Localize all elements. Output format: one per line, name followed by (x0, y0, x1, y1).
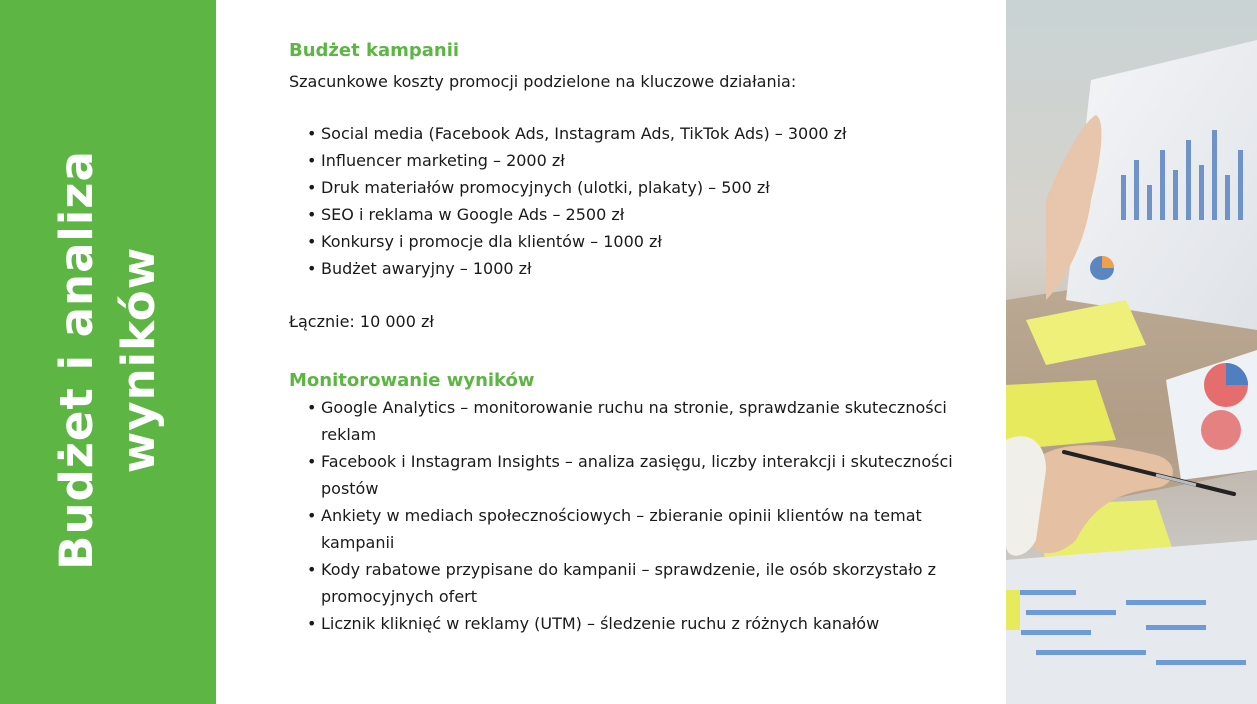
budget-list (289, 120, 989, 282)
slide-title-line-2: wyników (112, 246, 165, 474)
budget-item-reserve: • Budżet awaryjny – 1000 zł (289, 255, 989, 282)
budget-item-influencer: • Influencer marketing – 2000 zł (289, 147, 989, 174)
budget-item-print: • Druk materiałów promocyjnych (ulotki, plakaty) – 500 zł (289, 174, 989, 201)
budget-heading: Budżet kampanii (289, 40, 460, 61)
budget-item-seo: • SEO i reklama w Google Ads – 2500 zł (289, 201, 989, 228)
monitoring-item-analytics: • Google Analytics – monitorowanie ruchu na stronie, sprawdzanie skuteczności reklam (289, 394, 989, 448)
monitoring-item-discount-codes: • Kody rabatowe przypisane do kampanii – sprawdzenie, ile osób skorzystało z promocyjnych ofert (289, 556, 989, 610)
slide-title (46, 150, 170, 570)
monitoring-list (289, 394, 989, 637)
budget-total: Łącznie: 10 000 zł (289, 312, 434, 331)
slide-title-line-1: Budżet i analiza (50, 150, 103, 570)
budget-item-contests: • Konkursy i promocje dla klientów – 1000 zł (289, 228, 989, 255)
analytics-photo (1006, 0, 1257, 704)
budget-intro: Szacunkowe koszty promocji podzielone na kluczowe działania: (289, 72, 797, 91)
monitoring-item-utm: • Licznik kliknięć w reklamy (UTM) – śledzenie ruchu z różnych kanałów (289, 610, 989, 637)
budget-item-social-media: • Social media (Facebook Ads, Instagram Ads, TikTok Ads) – 3000 zł (289, 120, 989, 147)
monitoring-item-surveys: • Ankiety w mediach społecznościowych – zbieranie opinii klientów na temat kampanii (289, 502, 989, 556)
sidebar (0, 0, 216, 704)
monitoring-heading: Monitorowanie wyników (289, 370, 535, 391)
main-content (289, 38, 989, 637)
monitoring-item-insights: • Facebook i Instagram Insights – analiza zasięgu, liczby interakcji i skuteczności postów (289, 448, 989, 502)
